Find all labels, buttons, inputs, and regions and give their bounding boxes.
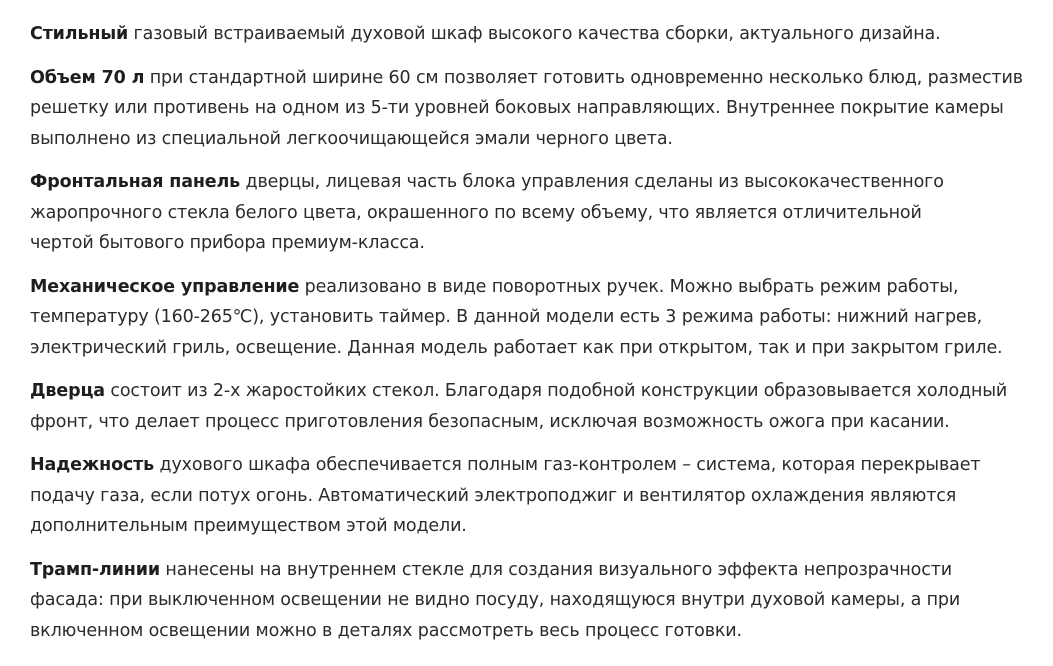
paragraph-text: нанесены на внутреннем стекле для создания визуального эффекта непрозрачности — [159, 559, 952, 580]
paragraph-style — [30, 19, 1053, 50]
paragraph-text: температуру (160-265℃), установить таймер. В данной модели есть 3 режима работы: нижний нагрев, — [30, 307, 983, 327]
paragraph-lead: Фронтальная панель — [30, 172, 241, 192]
paragraph-text: чертой бытового прибора премиум-класса. — [30, 233, 425, 253]
paragraph-front-panel — [30, 167, 1053, 259]
paragraph-text: решетку или противень на одном из 5-ти уровней боковых направляющих. Внутреннее покрытие камеры — [30, 98, 1004, 118]
paragraph-text: подачу газа, если потух огонь. Автоматический электроподжиг и вентилятор охлаждения являются — [30, 485, 957, 506]
paragraph-text: включенном освещении можно в деталях рассмотреть весь процесс готовки. — [30, 620, 742, 641]
paragraph-text: духового шкафа обеспечивается полным газ-контролем – система, которая перекрывает — [154, 455, 981, 475]
paragraph-lead: Объем 70 л — [30, 67, 145, 88]
paragraph-volume — [30, 63, 1053, 155]
paragraph-text: электрический гриль, освещение. Данная модель работает как при открытом, так и при закрытом гриле. — [30, 337, 1003, 358]
paragraph-door — [30, 376, 1053, 437]
paragraph-lead: Дверца — [30, 381, 105, 401]
paragraph-tramp-lines — [30, 555, 1053, 647]
paragraph-lead: Надежность — [30, 455, 155, 475]
paragraph-text: жаропрочного стекла белого цвета, окрашенного по всему объему, что является отличительной — [30, 202, 922, 223]
paragraph-text: газовый встраиваемый духовой шкаф высокого качества сборки, актуального дизайна. — [128, 24, 941, 44]
paragraph-text: при стандартной ширине 60 см позволяет готовить одновременно несколько блюд, разместив — [144, 67, 1023, 88]
paragraph-text: дополнительным преимуществом этой модели. — [30, 516, 467, 536]
paragraph-text: фронт, что делает процесс приготовления безопасным, исключая возможность ожога при касании. — [30, 411, 950, 432]
paragraph-text: фасада: при выключенном освещении не видно посуду, находящуюся внутри духовой камеры, а при — [30, 590, 961, 610]
paragraph-reliability — [30, 450, 1053, 542]
paragraph-text: реализовано в виде поворотных ручек. Можно выбрать режим работы, — [299, 276, 959, 297]
paragraph-text: состоит из 2-х жаростойких стекол. Благодаря подобной конструкции образовывается холодный — [104, 381, 1008, 401]
paragraph-text: выполнено из специальной легкоочищающейся эмали черного цвета. — [30, 128, 673, 149]
paragraph-text: дверцы, лицевая часть блока управления сделаны из высококачественного — [240, 172, 944, 192]
paragraph-lead: Стильный — [30, 24, 129, 44]
paragraph-lead: Механическое управление — [30, 276, 300, 297]
paragraph-mechanical-control — [30, 272, 1053, 364]
paragraph-lead: Трамп-линии — [30, 559, 160, 580]
